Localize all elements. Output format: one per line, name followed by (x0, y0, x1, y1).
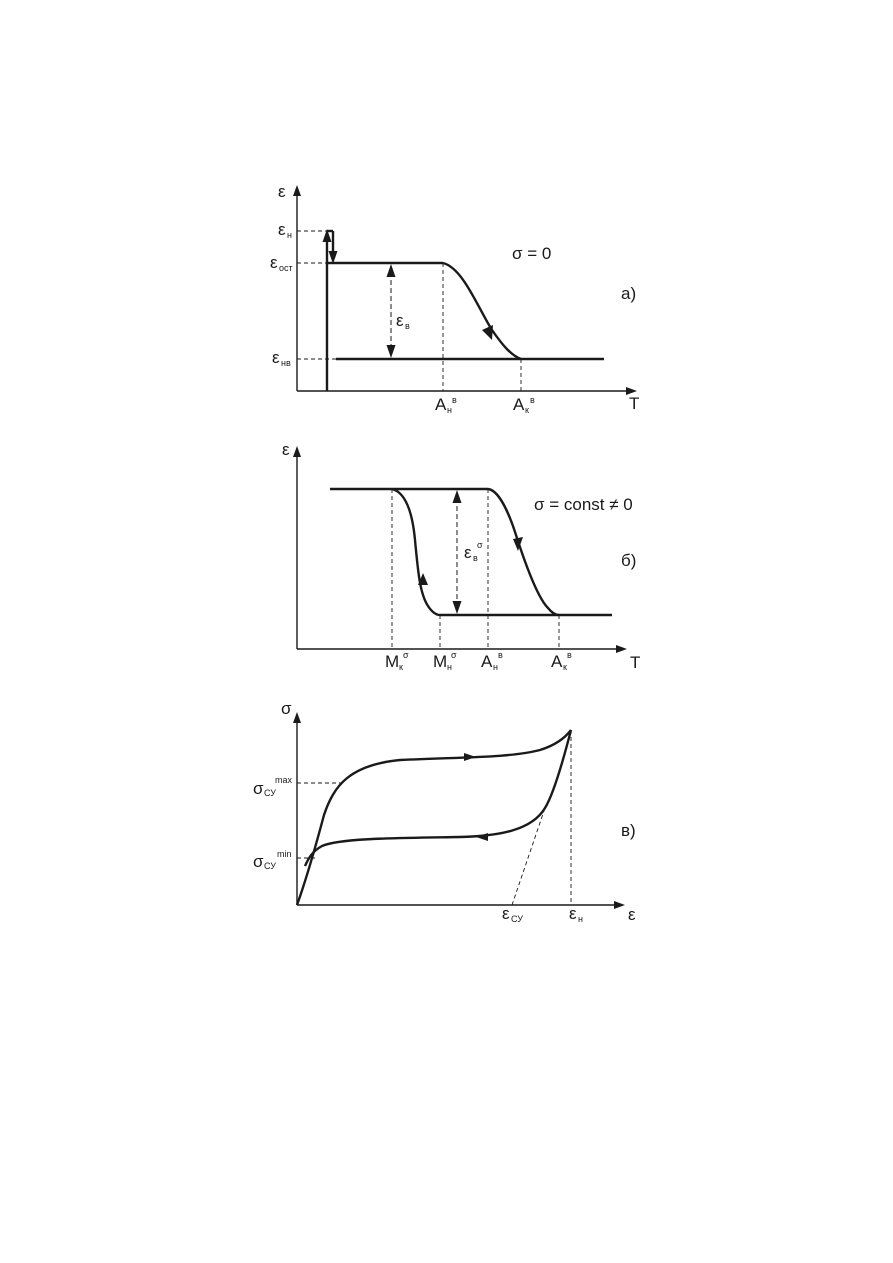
y-axis-label: ε (278, 182, 286, 201)
svg-text:ε: ε (278, 220, 286, 239)
ak-label (513, 395, 535, 415)
loading-branch (297, 730, 571, 905)
y-axis-label: σ (281, 699, 292, 718)
eps-nv-label (272, 348, 291, 368)
svg-text:ε: ε (396, 311, 404, 330)
svg-text:M: M (385, 652, 400, 671)
svg-text:СУ: СУ (511, 914, 523, 924)
eps-ost-label (270, 253, 293, 273)
svg-text:σ: σ (477, 540, 483, 550)
svg-text:в: в (452, 395, 457, 405)
svg-text:в: в (567, 650, 572, 660)
svg-text:н: н (447, 405, 452, 415)
eps-v-sigma-top-arrow-icon (453, 490, 462, 503)
diagram-tag: б) (621, 551, 637, 570)
diagram-tag: в) (621, 821, 636, 840)
svg-text:в: в (530, 395, 535, 405)
unloading-arrow-icon (476, 833, 488, 841)
eps-n-label (278, 220, 292, 240)
recovery-curve (443, 263, 521, 359)
svg-text:н: н (287, 230, 292, 240)
svg-text:в: в (473, 553, 478, 563)
diagram-c (253, 699, 636, 924)
y-axis-label: ε (282, 440, 290, 459)
svg-text:min: min (277, 849, 292, 859)
diagram-tag: а) (621, 284, 637, 303)
svg-text:в: в (405, 321, 410, 331)
svg-text:к: к (563, 662, 567, 672)
svg-text:ε: ε (270, 253, 278, 272)
y-axis-arrow-icon (293, 712, 301, 723)
svg-text:ε: ε (569, 904, 577, 923)
mk-label (385, 650, 409, 672)
svg-text:σ: σ (403, 650, 409, 660)
ak-label (551, 650, 572, 672)
diagram-b (282, 440, 640, 672)
svg-text:max: max (275, 775, 293, 785)
svg-text:СУ: СУ (264, 788, 276, 798)
sigma-min-label (253, 849, 292, 871)
svg-text:ε: ε (464, 543, 472, 562)
svg-text:ε: ε (502, 904, 510, 923)
recovery-arrow-icon (482, 325, 493, 340)
condition-label: σ = const ≠ 0 (534, 495, 633, 514)
eps-v-bottom-arrow-icon (387, 345, 396, 358)
svg-text:н: н (493, 662, 498, 672)
svg-text:ε: ε (272, 348, 280, 367)
sigma-max-label (253, 775, 293, 798)
svg-text:к: к (399, 662, 403, 672)
mn-label (433, 650, 457, 672)
condition-label: σ = 0 (512, 244, 552, 263)
svg-text:σ: σ (451, 650, 457, 660)
x-axis-arrow-icon (614, 901, 625, 909)
eps-v-sigma-bottom-arrow-icon (453, 601, 462, 614)
svg-text:н: н (578, 914, 583, 924)
eps-su-label (502, 904, 523, 924)
svg-text:A: A (551, 652, 563, 671)
svg-text:A: A (435, 395, 447, 414)
x-axis-arrow-icon (616, 645, 627, 653)
x-axis-label: ε (628, 905, 636, 924)
eps-v-label (396, 311, 410, 331)
diagram-a (270, 182, 639, 415)
svg-text:A: A (481, 652, 493, 671)
eps-v-sigma-label (464, 540, 483, 563)
svg-text:в: в (498, 650, 503, 660)
svg-text:нв: нв (281, 358, 291, 368)
svg-text:ост: ост (279, 263, 293, 273)
svg-text:A: A (513, 395, 525, 414)
svg-text:σ: σ (253, 852, 264, 871)
y-axis-arrow-icon (293, 185, 301, 196)
svg-text:СУ: СУ (264, 861, 276, 871)
cooling-branch (392, 489, 440, 615)
svg-text:к: к (525, 405, 529, 415)
eps-n-label (569, 904, 583, 924)
y-axis-arrow-icon (293, 446, 301, 457)
svg-text:н: н (447, 662, 452, 672)
an-label (435, 395, 457, 415)
loading-arrow-icon (464, 753, 476, 761)
an-label (481, 650, 503, 672)
svg-text:σ: σ (253, 779, 264, 798)
svg-text:M: M (433, 652, 448, 671)
x-axis-label: T (629, 394, 640, 413)
unloading-branch (305, 730, 571, 866)
eps-v-top-arrow-icon (387, 264, 396, 277)
x-axis-label: T (630, 653, 641, 672)
